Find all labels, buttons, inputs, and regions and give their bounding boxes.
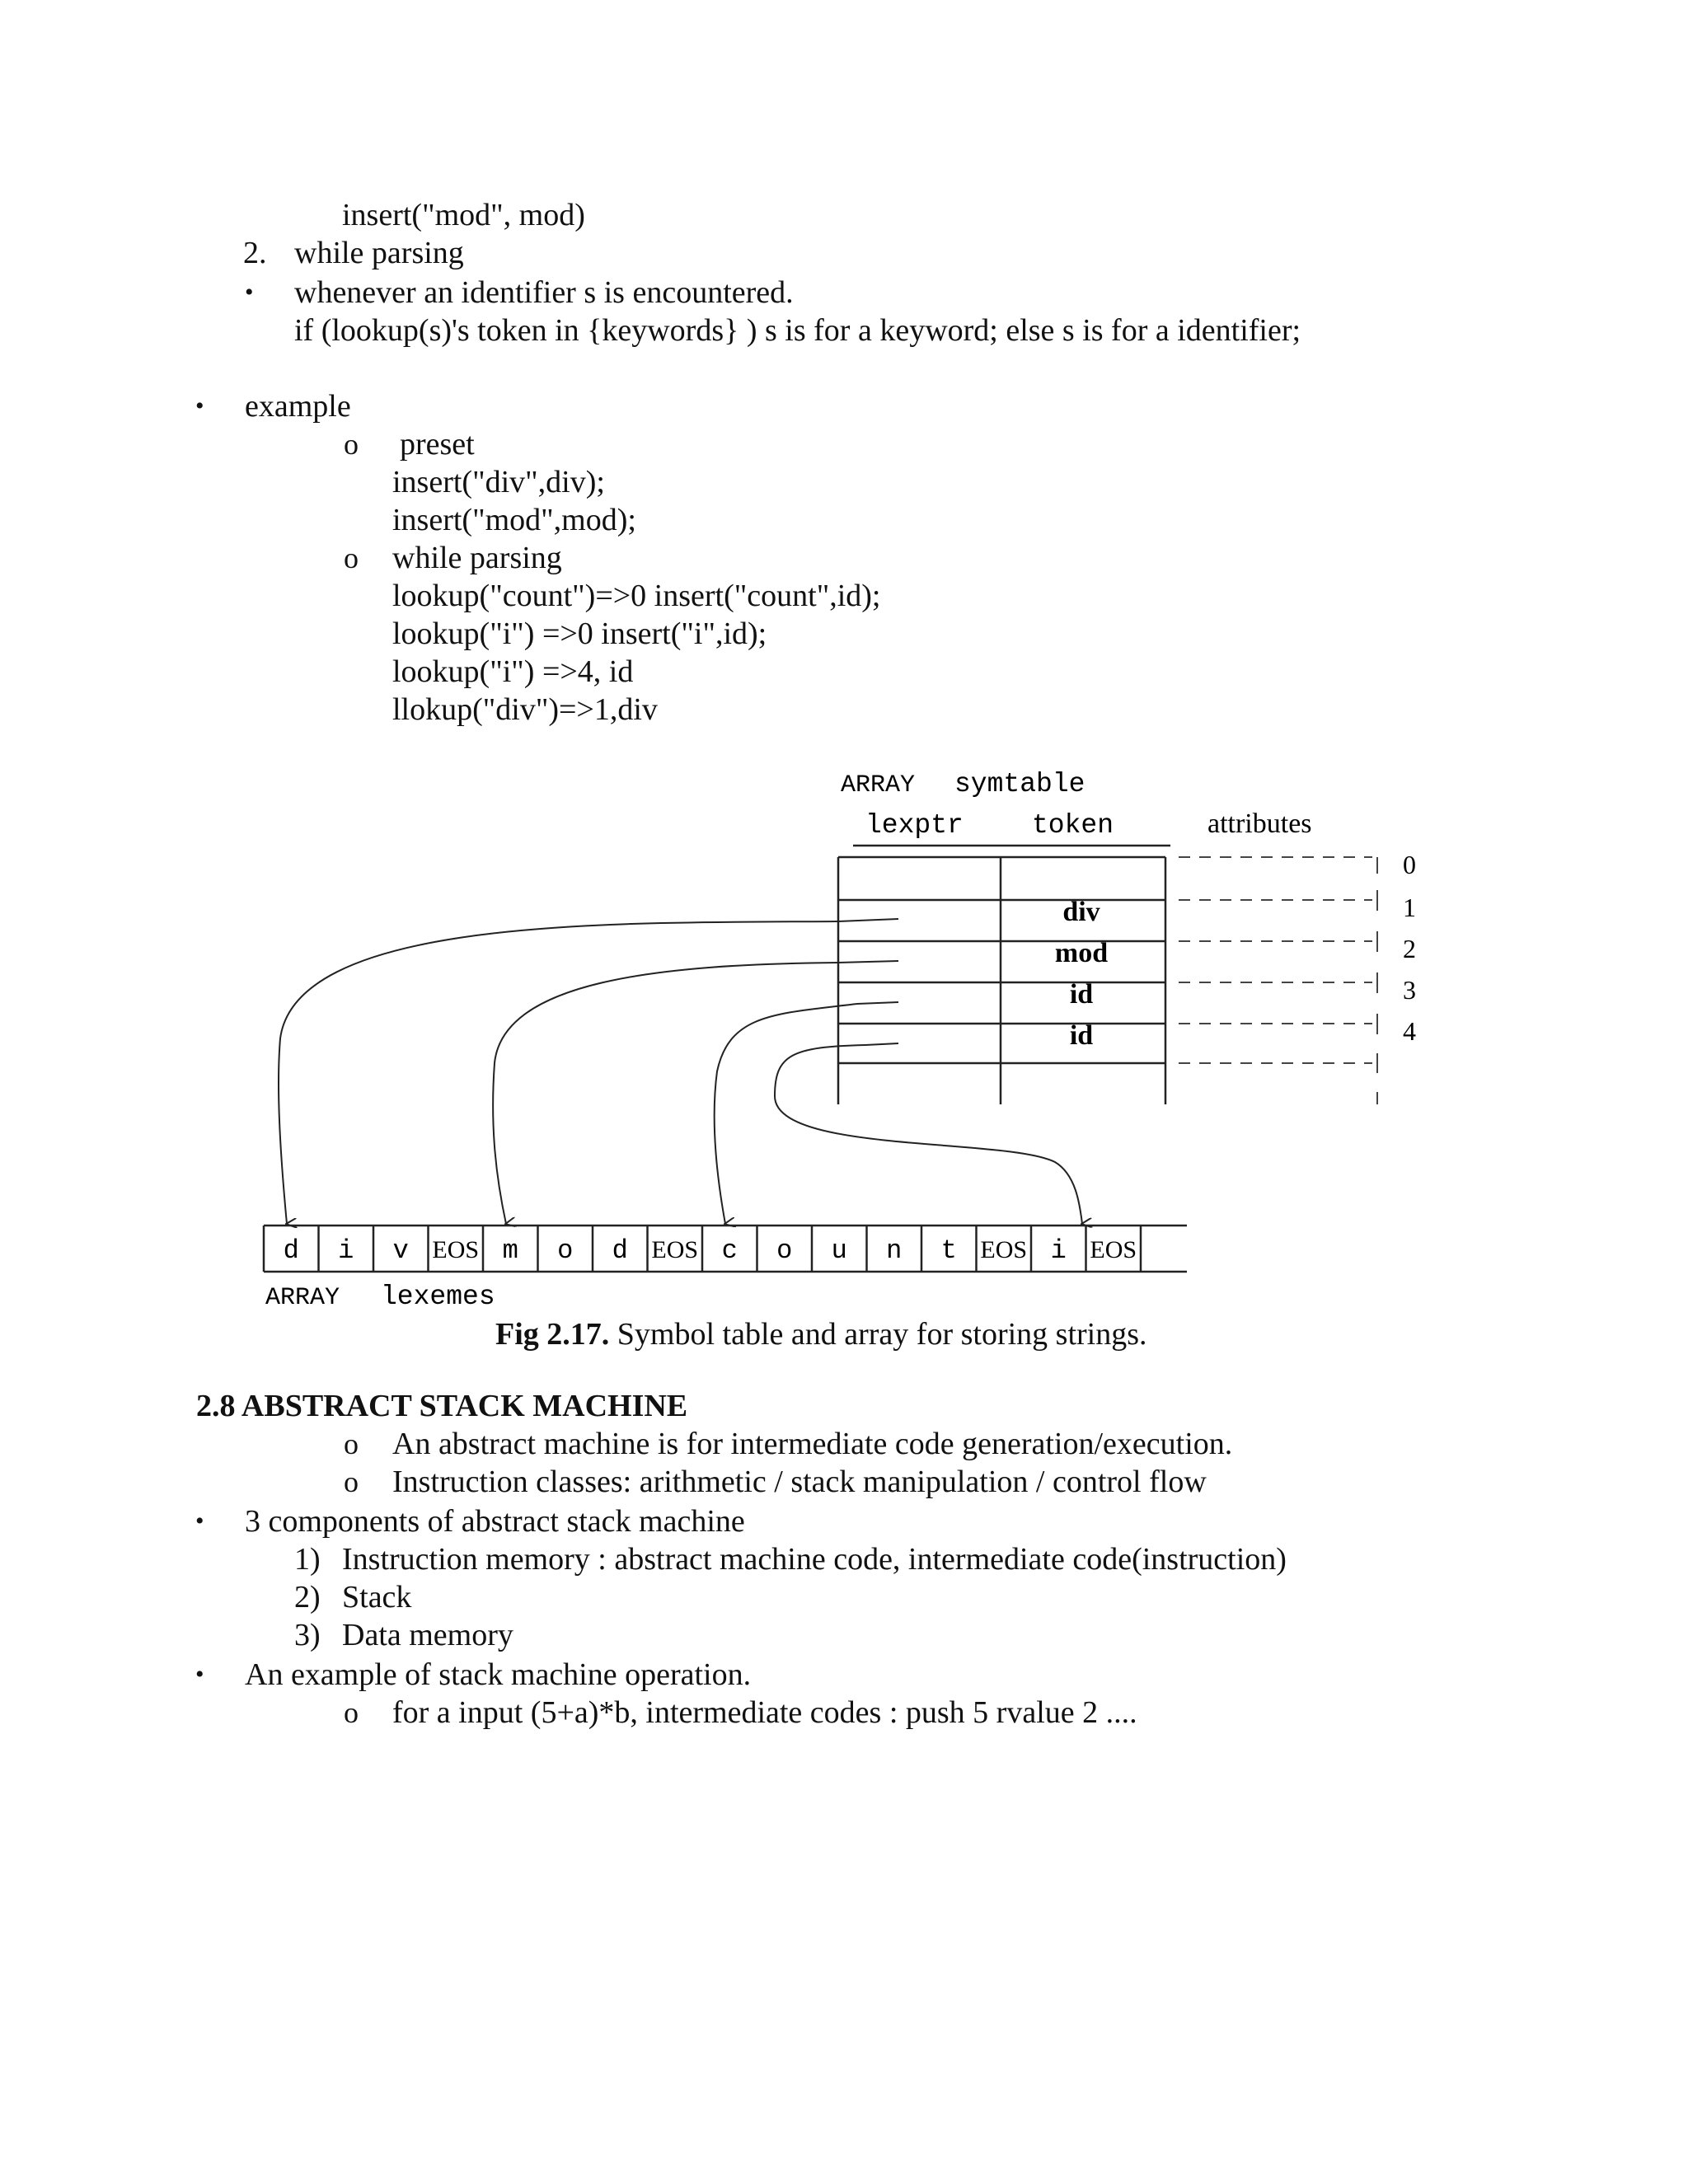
token-cell: mod [1054, 938, 1109, 968]
section-heading: 2.8 ABSTRACT STACK MACHINE [196, 1389, 688, 1423]
lexeme-cell: EOS [1090, 1236, 1137, 1263]
preset-line: insert("div",div); [392, 465, 605, 499]
insert-mod-line: insert("mod", mod) [342, 198, 585, 232]
sub-item: Instruction classes: arithmetic / stack manipulation / control flow [392, 1465, 1207, 1499]
row-index: 3 [1403, 975, 1416, 1005]
parsing-label: while parsing [392, 541, 562, 575]
col-token-label: token [1032, 810, 1114, 841]
lexemes-cells [284, 1235, 1137, 1266]
lexptr-arrows [279, 921, 1082, 1224]
lexemes-title-prefix: ARRAY [265, 1284, 340, 1312]
list-number-2: 2. [243, 236, 267, 270]
example-label: example [245, 389, 351, 424]
component-number: 3) [294, 1618, 321, 1652]
arrow-to-div [279, 921, 838, 1224]
component-number: 1) [294, 1542, 321, 1577]
lexemes-title-name: lexemes [381, 1282, 495, 1312]
col-attributes-label: attributes [1207, 808, 1312, 839]
row-index: 2 [1403, 934, 1416, 963]
circle-marker: o [344, 541, 359, 574]
symtable-title-name: symtable [954, 769, 1085, 799]
lexeme-cell: EOS [980, 1236, 1028, 1263]
lexeme-cell: d [283, 1235, 299, 1266]
preset-line: insert("mod",mod); [392, 503, 636, 537]
lexeme-cell: o [557, 1235, 574, 1266]
circle-marker: o [344, 1427, 359, 1460]
token-cell: div [1062, 897, 1100, 927]
bullet-marker: • [195, 1507, 204, 1535]
bullet-marker: • [195, 1661, 204, 1688]
figure-caption [495, 1315, 1147, 1353]
lexeme-cell: n [886, 1235, 903, 1266]
token-cell: id [1069, 1020, 1094, 1051]
component-text: Data memory [342, 1618, 513, 1652]
parsing-line: lookup("i") =>4, id [392, 654, 634, 689]
lexeme-cell: c [721, 1235, 738, 1266]
token-cell: id [1069, 979, 1094, 1010]
component-number: 2) [294, 1580, 321, 1615]
component-text: Instruction memory : abstract machine code, intermediate code(instruction) [342, 1542, 1287, 1577]
symtable-title-prefix: ARRAY [841, 771, 916, 799]
components-label: 3 components of abstract stack machine [245, 1504, 745, 1539]
sub-item: An abstract machine is for intermediate code generation/execution. [392, 1427, 1233, 1461]
lexeme-cell: u [831, 1235, 847, 1266]
bullet-marker: • [195, 392, 204, 419]
parsing-line: lookup("i") =>0 insert("i",id); [392, 616, 767, 651]
while-parsing-text: while parsing [294, 236, 464, 270]
lexeme-cell: d [612, 1235, 628, 1266]
lexeme-cell: t [940, 1235, 957, 1266]
row-index: 0 [1403, 850, 1416, 879]
lexeme-cell: EOS [651, 1236, 699, 1263]
symtable-row-lines [838, 857, 1165, 1063]
arrow-to-mod [493, 963, 838, 1224]
circle-marker: o [344, 428, 359, 461]
circle-marker: o [344, 1696, 359, 1729]
circle-marker: o [344, 1465, 359, 1498]
lexeme-cell: o [776, 1235, 793, 1266]
lexeme-cell: EOS [432, 1236, 480, 1263]
arrow-to-count [715, 1004, 857, 1224]
preset-label: preset [400, 427, 475, 462]
whenever-identifier-text: whenever an identifier s is encountered. [294, 275, 794, 310]
if-lookup-text: if (lookup(s)'s token in {keywords} ) s is for a keyword; else s is for a identifier; [294, 313, 1301, 348]
figure-caption-text: Symbol table and array for storing strings. [609, 1317, 1147, 1352]
arrow-to-i [775, 1045, 1082, 1224]
lexeme-cell: i [1050, 1235, 1067, 1266]
parsing-line: lookup("count")=>0 insert("count",id); [392, 579, 881, 613]
attributes-dashed-lines [1179, 857, 1372, 1063]
lexeme-cell: i [338, 1235, 354, 1266]
bullet-marker: • [245, 279, 254, 306]
parsing-line: llokup("div")=>1,div [392, 692, 658, 727]
lexeme-cell: v [392, 1235, 409, 1266]
lexeme-cell: m [502, 1235, 518, 1266]
row-index: 1 [1403, 893, 1416, 922]
component-text: Stack [342, 1580, 412, 1615]
symbol-table-figure [198, 725, 1500, 1319]
col-lexptr-label: lexptr [865, 810, 964, 841]
row-index: 4 [1403, 1016, 1416, 1046]
stack-example-item: for a input (5+a)*b, intermediate codes : push 5 rvalue 2 .... [392, 1695, 1137, 1730]
stack-example-label: An example of stack machine operation. [245, 1657, 752, 1692]
figure-caption-number: Fig 2.17. [495, 1317, 610, 1352]
